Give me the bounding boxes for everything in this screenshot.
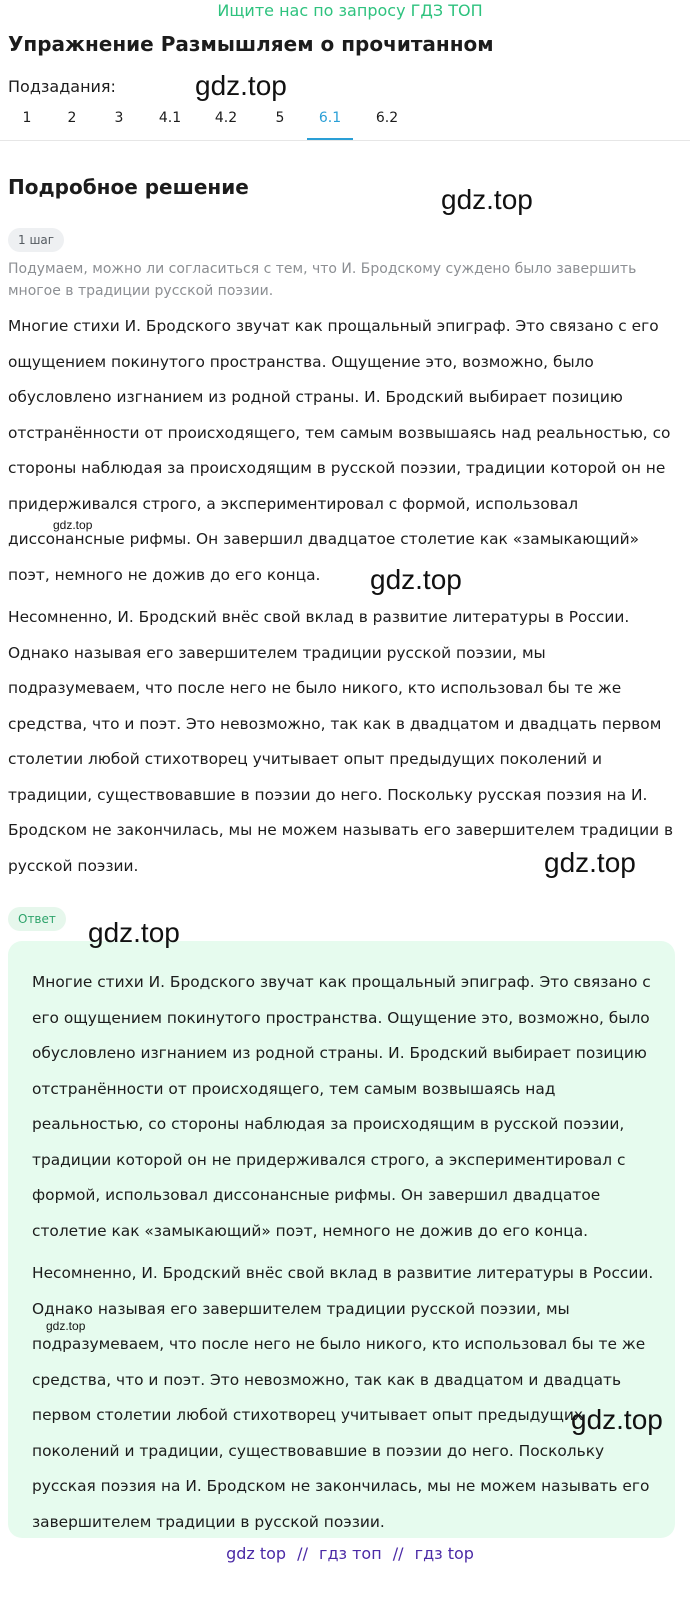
solution-paragraph-2: Несомненно, И. Бродский внёс свой вклад в развитие литературы в России. Однако называя его завершителем традиции русской поэзии, мы подразумеваем, что после него не было никого, кто использовал бы те же средства, что и поэт. Это невозможно, так как в двадцатом и двадцать первом столетии любой стихотворец учитывает опыт предыдущих поколений и традиции, существовавшие в поэзии до него. Поскольку русская поэзия на И. Бродском не закончилась, мы не можем называть его завершителем традиции в русской поэзии. [8, 608, 674, 875]
answer-badge: Ответ [8, 907, 66, 931]
footer-separator: // [297, 1544, 308, 1563]
subtasks-label: Подзадания: [8, 77, 116, 96]
watermark: gdz.top [53, 518, 93, 532]
page-title: Упражнение Размышляем о прочитанном [8, 32, 494, 56]
footer-link-gdz-top-ru[interactable]: гдз топ [319, 1544, 382, 1563]
subtask-tab-3[interactable]: 3 [114, 110, 124, 126]
subtask-tab-4-1[interactable]: 4.1 [158, 110, 182, 126]
subtask-tabs [0, 104, 690, 141]
subtask-tab-4-2[interactable]: 4.2 [214, 110, 238, 126]
watermark: gdz.top [370, 564, 462, 595]
footer-separator: // [392, 1544, 404, 1563]
footer-links [0, 1542, 700, 1566]
subtask-tab-6-1-active[interactable]: 6.1 [307, 104, 353, 140]
answer-paragraph-2: Несомненно, И. Бродский внёс свой вклад в развитие литературы в России. Однако называя его завершителем традиции русской поэзии, мы подразумеваем, что после него не было никого, кто использовал бы те же средства, что и поэт. Это невозможно, так как в двадцатом и двадцать первом столетии любой стихотворец учитывает опыт предыдущих поколений и традиции, существовавшие в поэзии до него. Поскольку русская поэзия на И. Бродском не закончилась, мы не можем называть его завершителем традиции в русской поэзии. [32, 1264, 654, 1531]
watermark: gdz.top [195, 70, 287, 101]
solution-heading: Подробное решение [8, 175, 249, 199]
watermark: gdz.top [571, 1404, 663, 1435]
footer-link-gdz-top-mixed[interactable]: гдз top [414, 1544, 474, 1563]
answer-paragraph-1: Многие стихи И. Бродского звучат как прощальный эпиграф. Это связано с его ощущением покинутого пространства. Ощущение это, возможно, было обусловлено изгнанием из родной страны. И. Бродский выбирает позицию отстранённости от происходящего, тем самым возвышаясь над реальностью, со стороны наблюдая за происходящим в русской поэзии, традиции которой он не придерживался строго, а экспериментировал с формой, использовал диссонансные рифмы. Он завершил двадцатое столетие как «замыкающий» поэт, немного не дожив до его конца. [32, 973, 651, 1240]
subtask-tab-6-2[interactable]: 6.2 [375, 110, 399, 126]
subtask-tab-1[interactable]: 1 [22, 110, 32, 126]
step-badge: 1 шаг [8, 228, 64, 252]
subtask-tab-5[interactable]: 5 [275, 110, 285, 126]
watermark: gdz.top [46, 1319, 86, 1333]
watermark: gdz.top [544, 847, 636, 878]
subtask-tab-2[interactable]: 2 [67, 110, 77, 126]
footer-link-gdz-top[interactable]: gdz top [226, 1544, 287, 1563]
step-hint: Подумаем, можно ли согласиться с тем, что И. Бродскому суждено было завершить многое в традиции русской поэзии. [8, 261, 637, 299]
watermark: gdz.top [88, 917, 180, 948]
answer-box [8, 941, 675, 1538]
solution-paragraph-1: Многие стихи И. Бродского звучат как прощальный эпиграф. Это связано с его ощущением покинутого пространства. Ощущение это, возможно, было обусловлено изгнанием из родной страны. И. Бродский выбирает позицию отстранённости от происходящего, тем самым возвышаясь над реальностью, со стороны наблюдая за происходящим в русской поэзии, традиции которой он не придерживался строго, а экспериментировал с формой, использовал диссонансные рифмы. Он завершил двадцатое столетие как «замыкающий» поэт, немного не дожив до его конца. [8, 317, 671, 584]
watermark: gdz.top [441, 184, 533, 215]
search-promo-banner: Ищите нас по запросу ГДЗ ТОП [217, 1, 483, 20]
